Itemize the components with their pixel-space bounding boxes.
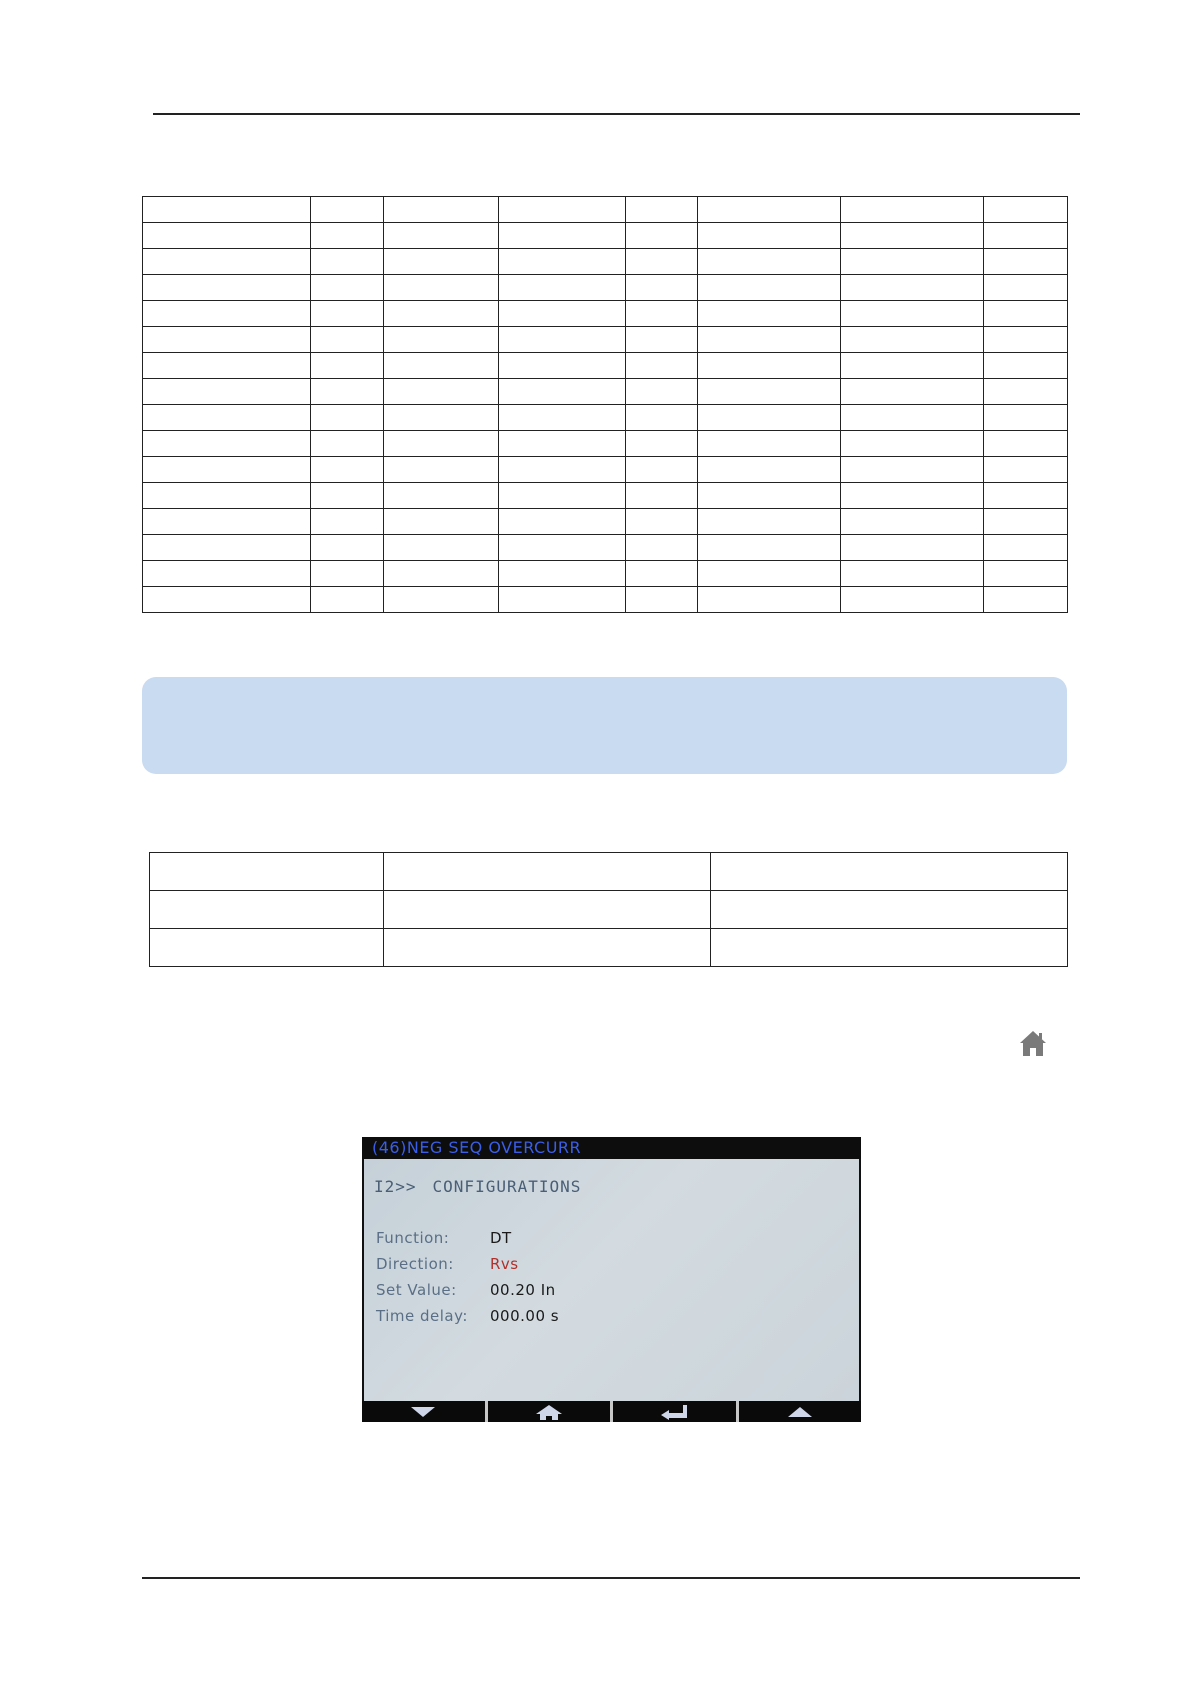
table-row [143, 275, 1068, 301]
table-cell [841, 301, 984, 327]
table-cell [311, 405, 384, 431]
lcd-value: DT [490, 1229, 512, 1247]
table-cell [841, 405, 984, 431]
table-row [150, 891, 1068, 929]
table-cell [984, 509, 1068, 535]
table-cell [626, 223, 698, 249]
table-cell [143, 275, 311, 301]
table-cell [499, 249, 626, 275]
table-cell [311, 197, 384, 223]
table-cell [143, 509, 311, 535]
lcd-label: Time delay: [376, 1307, 468, 1325]
table-cell [499, 301, 626, 327]
table-cell [984, 561, 1068, 587]
lcd-heading [374, 1177, 581, 1196]
table-cell [841, 327, 984, 353]
table-cell [841, 509, 984, 535]
table-cell [841, 457, 984, 483]
table-cell [698, 561, 841, 587]
table-cell [711, 853, 1068, 891]
table-cell [384, 275, 499, 301]
table-cell [384, 853, 711, 891]
table-cell [841, 431, 984, 457]
table-cell [626, 197, 698, 223]
table-cell [499, 405, 626, 431]
table-cell [384, 561, 499, 587]
table-cell [626, 587, 698, 613]
table-cell [384, 431, 499, 457]
table-cell [984, 249, 1068, 275]
table-cell [626, 431, 698, 457]
lcd-label: Set Value: [376, 1281, 457, 1299]
table-cell [311, 431, 384, 457]
lcd-softkey-bar [362, 1401, 861, 1422]
table-cell [626, 327, 698, 353]
lcd-label: Direction: [376, 1255, 454, 1273]
table-cell [143, 353, 311, 379]
table-cell [384, 457, 499, 483]
lcd-menu-title: (46)NEG SEQ OVERCURR [362, 1137, 861, 1159]
table-cell [384, 891, 711, 929]
table-cell [311, 379, 384, 405]
table-cell [311, 509, 384, 535]
table-cell [626, 301, 698, 327]
table-cell [384, 405, 499, 431]
table-row [143, 301, 1068, 327]
table-row [143, 587, 1068, 613]
lcd-stage-label: I2>> [374, 1177, 417, 1196]
table-cell [499, 327, 626, 353]
table-cell [150, 891, 384, 929]
table-cell [499, 353, 626, 379]
table-cell [698, 249, 841, 275]
table-cell [626, 275, 698, 301]
table-cell [626, 249, 698, 275]
table-cell [698, 197, 841, 223]
table-cell [143, 327, 311, 353]
table-cell [384, 587, 499, 613]
summary-table [149, 852, 1068, 967]
softkey-down[interactable] [362, 1401, 488, 1422]
table-row [143, 405, 1068, 431]
table-cell [499, 483, 626, 509]
table-cell [984, 353, 1068, 379]
table-cell [384, 483, 499, 509]
table-cell [499, 457, 626, 483]
table-cell [143, 405, 311, 431]
table-cell [984, 301, 1068, 327]
table-cell [499, 509, 626, 535]
table-row [143, 379, 1068, 405]
header-rule [153, 113, 1080, 115]
table-cell [984, 587, 1068, 613]
table-cell [150, 853, 384, 891]
table-cell [984, 275, 1068, 301]
table-cell [311, 561, 384, 587]
table-cell [384, 249, 499, 275]
table-row [143, 327, 1068, 353]
table-cell [984, 431, 1068, 457]
up-arrow-icon [787, 1406, 813, 1418]
table-row [143, 483, 1068, 509]
table-row [143, 561, 1068, 587]
table-cell [499, 561, 626, 587]
table-cell [384, 197, 499, 223]
table-row [143, 197, 1068, 223]
lcd-value: Rvs [490, 1255, 519, 1273]
table-cell [143, 483, 311, 509]
table-cell [698, 431, 841, 457]
table-cell [841, 379, 984, 405]
table-cell [384, 509, 499, 535]
table-cell [143, 223, 311, 249]
table-cell [841, 483, 984, 509]
table-cell [984, 483, 1068, 509]
lcd-value: 000.00 s [490, 1307, 560, 1325]
table-cell [841, 197, 984, 223]
table-cell [384, 301, 499, 327]
table-cell [698, 457, 841, 483]
lcd-value: 00.20 In [490, 1281, 556, 1299]
table-cell [698, 405, 841, 431]
table-cell [698, 327, 841, 353]
table-cell [143, 249, 311, 275]
table-cell [311, 483, 384, 509]
table-cell [841, 561, 984, 587]
table-cell [384, 353, 499, 379]
table-cell [984, 457, 1068, 483]
table-cell [626, 561, 698, 587]
table-row [143, 457, 1068, 483]
table-cell [384, 535, 499, 561]
table-cell [984, 379, 1068, 405]
table-cell [499, 535, 626, 561]
table-cell [698, 509, 841, 535]
home-icon [1018, 1028, 1048, 1058]
table-cell [311, 275, 384, 301]
lcd-label: Function: [376, 1229, 450, 1247]
note-box [142, 677, 1067, 774]
table-cell [143, 457, 311, 483]
table-cell [499, 275, 626, 301]
enter-icon [659, 1404, 689, 1420]
table-cell [698, 587, 841, 613]
table-cell [698, 275, 841, 301]
table-cell [311, 249, 384, 275]
table-cell [499, 223, 626, 249]
table-cell [384, 379, 499, 405]
table-cell [143, 301, 311, 327]
table-cell [698, 353, 841, 379]
table-row [143, 223, 1068, 249]
table-cell [698, 301, 841, 327]
table-cell [711, 929, 1068, 967]
table-cell [499, 197, 626, 223]
table-row [143, 431, 1068, 457]
home-icon [535, 1404, 563, 1420]
softkey-up[interactable] [739, 1401, 862, 1422]
table-cell [499, 379, 626, 405]
table-cell [384, 223, 499, 249]
table-cell [984, 405, 1068, 431]
table-cell [841, 223, 984, 249]
lcd-heading-text: CONFIGURATIONS [432, 1177, 582, 1196]
table-cell [984, 327, 1068, 353]
table-cell [311, 457, 384, 483]
table-cell [384, 327, 499, 353]
table-cell [143, 431, 311, 457]
table-cell [143, 197, 311, 223]
table-cell [698, 535, 841, 561]
table-cell [143, 535, 311, 561]
settings-table [142, 196, 1068, 613]
table-cell [698, 483, 841, 509]
table-cell [311, 353, 384, 379]
table-cell [150, 929, 384, 967]
table-cell [841, 275, 984, 301]
table-row [143, 249, 1068, 275]
table-cell [311, 587, 384, 613]
down-arrow-icon [410, 1406, 436, 1418]
table-cell [311, 327, 384, 353]
table-cell [311, 535, 384, 561]
softkey-home[interactable] [488, 1401, 614, 1422]
lcd-display [364, 1159, 859, 1401]
table-cell [841, 249, 984, 275]
softkey-enter[interactable] [613, 1401, 739, 1422]
table-cell [626, 379, 698, 405]
table-row [143, 535, 1068, 561]
table-cell [311, 301, 384, 327]
table-cell [626, 457, 698, 483]
table-cell [143, 379, 311, 405]
table-cell [698, 223, 841, 249]
table-cell [626, 509, 698, 535]
table-cell [841, 353, 984, 379]
table-cell [984, 535, 1068, 561]
table-cell [626, 353, 698, 379]
table-cell [698, 379, 841, 405]
table-cell [143, 561, 311, 587]
table-cell [626, 535, 698, 561]
table-row [150, 853, 1068, 891]
table-cell [626, 405, 698, 431]
table-cell [626, 483, 698, 509]
table-row [143, 353, 1068, 379]
table-cell [841, 535, 984, 561]
table-cell [311, 223, 384, 249]
table-row [143, 509, 1068, 535]
footer-rule [142, 1577, 1080, 1579]
table-cell [143, 587, 311, 613]
table-cell [499, 587, 626, 613]
table-cell [841, 587, 984, 613]
table-row [150, 929, 1068, 967]
table-cell [984, 197, 1068, 223]
relay-lcd-screenshot [362, 1137, 861, 1422]
table-cell [711, 891, 1068, 929]
table-cell [384, 929, 711, 967]
table-cell [984, 223, 1068, 249]
table-cell [499, 431, 626, 457]
